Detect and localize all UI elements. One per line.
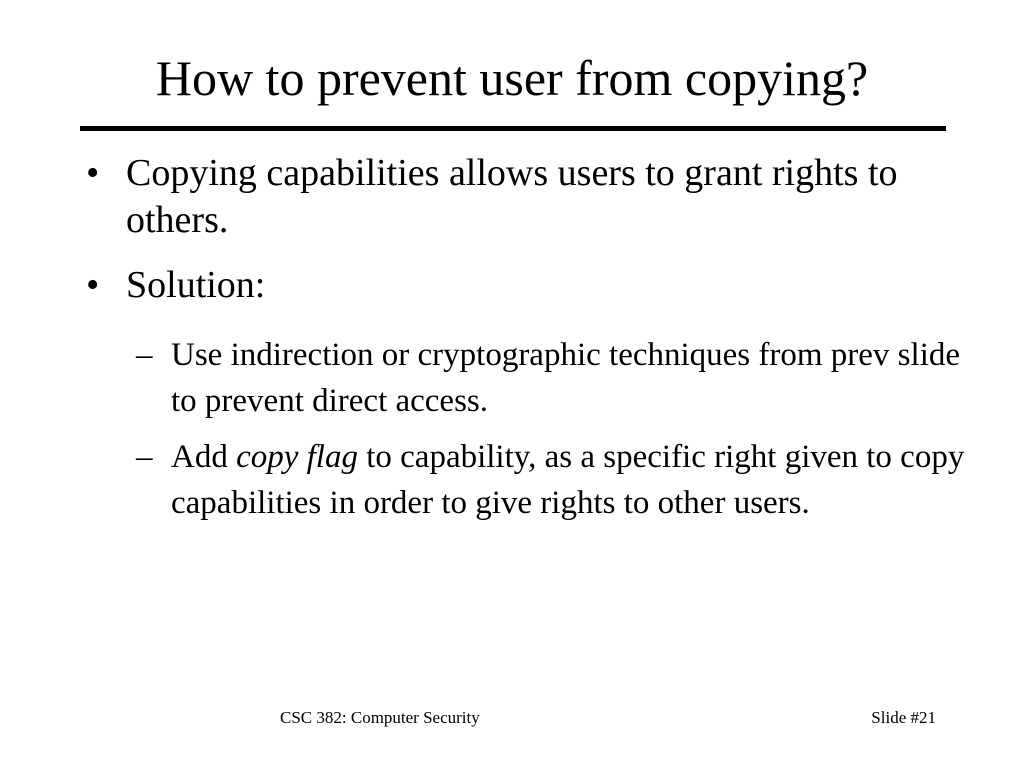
sub-bullet-text-after: to capability, as a specific right given to copy capabilities in order to give rights to other users. [171, 439, 965, 521]
bullet-text: Solution: [126, 264, 266, 306]
sub-bullet-italic-term: copy flag [236, 439, 358, 475]
footer-slide-number: Slide #21 [871, 708, 936, 727]
bullet-item [86, 150, 966, 244]
bullet-marker: • [86, 152, 100, 194]
title-underline [80, 126, 946, 131]
sub-bullet-text: Use indirection or cryptographic techniques from prev slide to prevent direct access. [171, 337, 961, 419]
sub-bullet-text-before: Add [171, 439, 237, 475]
sub-bullet-item [86, 434, 966, 526]
sub-bullet-item [86, 332, 966, 424]
sub-bullet-list [86, 332, 966, 536]
bullet-text: Copying capabilities allows users to grant rights to others. [126, 152, 898, 241]
footer-course: CSC 382: Computer Security [280, 708, 480, 727]
bullet-item [86, 262, 966, 309]
bullet-list [86, 150, 966, 327]
dash-marker: – [136, 439, 153, 475]
slide-title: How to prevent user from copying? [155, 50, 869, 106]
bullet-marker: • [86, 264, 100, 306]
dash-marker: – [136, 337, 153, 373]
